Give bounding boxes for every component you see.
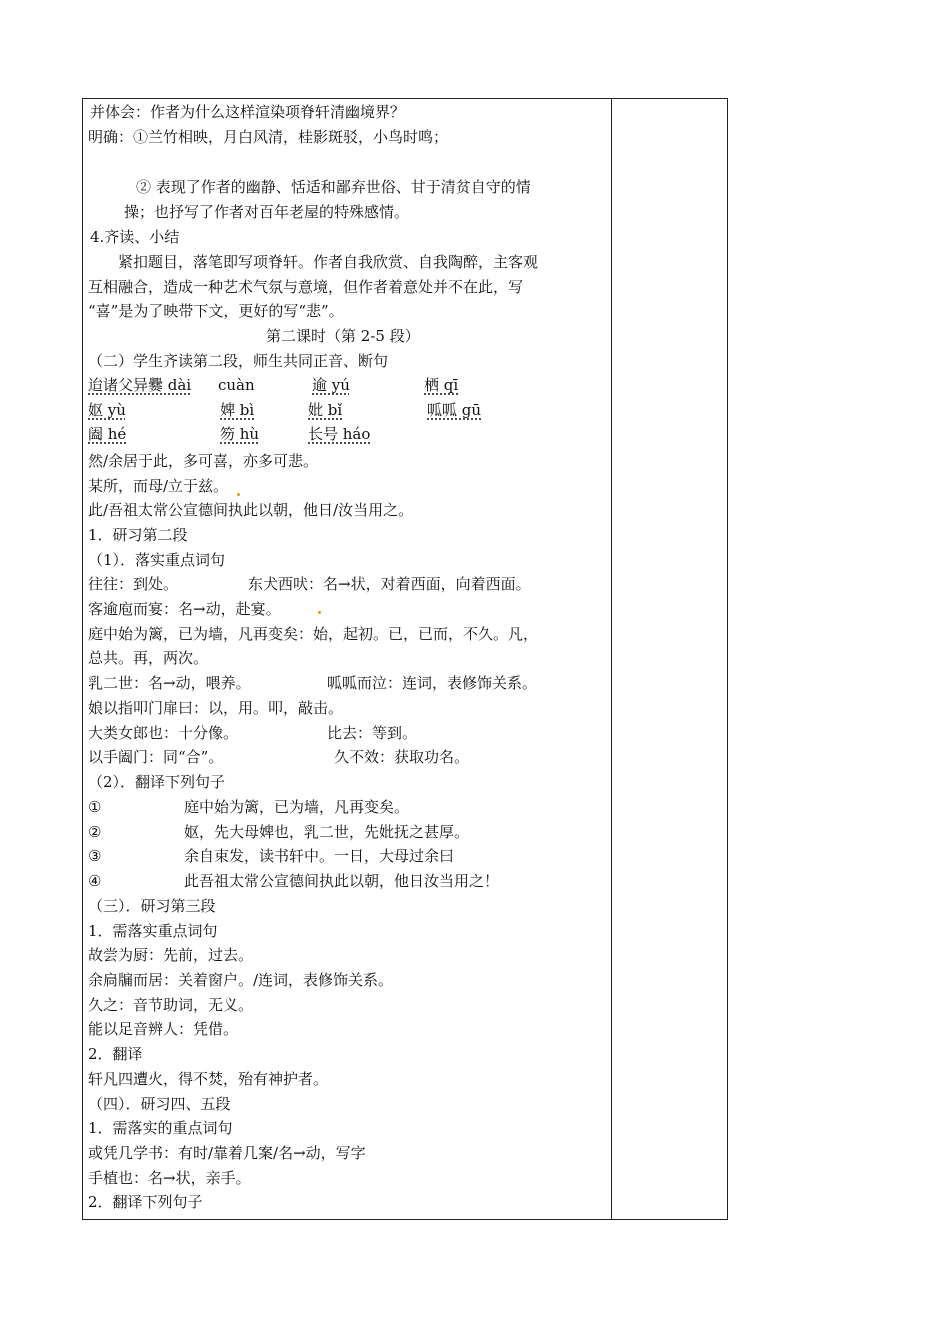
- text-line: 并体会：作者为什么这样渲染项脊轩清幽境界？: [90, 103, 406, 121]
- item-number: ②: [88, 823, 102, 841]
- text-line: ② 表现了作者的幽静、恬适和鄙弃世俗、甘于清贫自守的情: [136, 178, 531, 196]
- pinyin-item: 笏 hù: [220, 425, 260, 443]
- vocab-item: 东犬西吠：名→状，对着西面，向着西面。: [248, 575, 531, 593]
- pinyin-item: 呱呱 gū: [427, 401, 482, 419]
- pinyin-item: 逾 yú: [312, 376, 350, 394]
- section-heading: （三）．研习第三段: [88, 897, 216, 915]
- section-heading: 4.齐读、小结: [90, 228, 180, 246]
- vocab-item: 以手阖门：同“合”。: [88, 748, 224, 766]
- section-heading: （四）．研习四、五段: [88, 1095, 231, 1113]
- section-heading: 1．需落实重点词句: [88, 922, 218, 940]
- item-text: 此吾祖太常公宣德间执此以朝，他日汝当用之！: [184, 872, 500, 890]
- pinyin-item: 长号 háo: [308, 425, 371, 443]
- section-heading: （2）．翻译下列句子: [88, 773, 226, 791]
- text-line: 庭中始为篱，已为墙，凡再变矣：始，起初。已，已而，不久。凡，: [88, 625, 539, 643]
- pinyin-item: 妪 yù: [88, 401, 126, 419]
- section-heading: （二）学生齐读第二段，师生共同正音、断句: [88, 352, 389, 370]
- vocab-item: 乳二世：名→动，喂养。: [88, 674, 251, 692]
- text-line: 故尝为厨：先前，过去。: [88, 946, 254, 964]
- section-heading: 1．需落实的重点词句: [88, 1119, 233, 1137]
- text-line: 余扃牖而居：关着窗户。/连词，表修饰关系。: [88, 971, 394, 989]
- pinyin-item: cuàn: [218, 376, 255, 394]
- text-line: 某所，而母/立于兹。: [88, 477, 229, 495]
- section-heading: 2．翻译: [88, 1045, 143, 1063]
- vocab-item: 大类女郎也：十分像。: [88, 724, 239, 742]
- text-line: 操；也抒写了作者对百年老屋的特殊感情。: [124, 203, 410, 221]
- item-number: ④: [88, 872, 102, 890]
- text-line: 此/吾祖太常公宣德间执此以朝，他日/汝当用之。: [88, 501, 414, 519]
- text-line: 客逾庖而宴：名→动，赴宴。: [88, 600, 281, 618]
- text-line: 互相融合，造成一种艺术气氛与意境，但作者着意处并不在此，写: [88, 278, 524, 296]
- item-number: ①: [88, 798, 102, 816]
- text-line: 明确：①兰竹相映，月白风清，桂影斑驳，小鸟时鸣；: [88, 128, 449, 146]
- text-line: 娘以指叩门扉曰：以，用。叩，敲击。: [88, 699, 344, 717]
- vocab-item: 呱呱而泣：连词，表修饰关系。: [327, 674, 538, 692]
- section-heading: （1）．落实重点词句: [88, 551, 226, 569]
- item-text: 余自束发，读书轩中。一日，大母过余曰: [184, 847, 455, 865]
- pinyin-item: 栖 qī: [424, 376, 459, 394]
- stray-mark: [318, 611, 321, 614]
- pinyin-item: 阖 hé: [88, 425, 127, 443]
- section-heading: 2．翻译下列句子: [88, 1193, 203, 1211]
- pinyin-item: 迨诸父异爨 dài: [88, 376, 192, 394]
- vocab-item: 往往：到处。: [88, 575, 179, 593]
- stray-mark: [237, 493, 240, 496]
- text-line: “喜”是为了映带下文，更好的写“悲”。: [88, 302, 344, 320]
- pinyin-item: 婢 bì: [220, 401, 255, 419]
- text-line: 手植也：名→状，亲手。: [88, 1169, 251, 1187]
- column-divider: [611, 98, 612, 1220]
- item-number: ③: [88, 847, 102, 865]
- text-line: 紧扣题目，落笔即写项脊轩。作者自我欣赏、自我陶醉，主客观: [118, 253, 539, 271]
- vocab-item: 比去：等到。: [327, 724, 418, 742]
- text-line: 总共。再，两次。: [88, 649, 209, 667]
- item-text: 妪，先大母婢也，乳二世，先妣抚之甚厚。: [184, 823, 470, 841]
- text-line: 或凭几学书：有时/靠着几案/名→动，写字: [88, 1144, 366, 1162]
- text-line: 久之：音节助词，无义。: [88, 996, 254, 1014]
- vocab-item: 久不效：获取功名。: [334, 748, 470, 766]
- text-line: 能以足音辨人：凭借。: [88, 1020, 239, 1038]
- lesson-title: 第二课时（第 2-5 段）: [266, 327, 420, 345]
- pinyin-item: 妣 bǐ: [308, 401, 343, 419]
- item-text: 庭中始为篱，已为墙，凡再变矣。: [184, 798, 410, 816]
- text-line: 轩凡四遭火，得不焚，殆有神护者。: [88, 1070, 329, 1088]
- section-heading: 1．研习第二段: [88, 526, 188, 544]
- text-line: 然/余居于此，多可喜，亦多可悲。: [88, 452, 319, 470]
